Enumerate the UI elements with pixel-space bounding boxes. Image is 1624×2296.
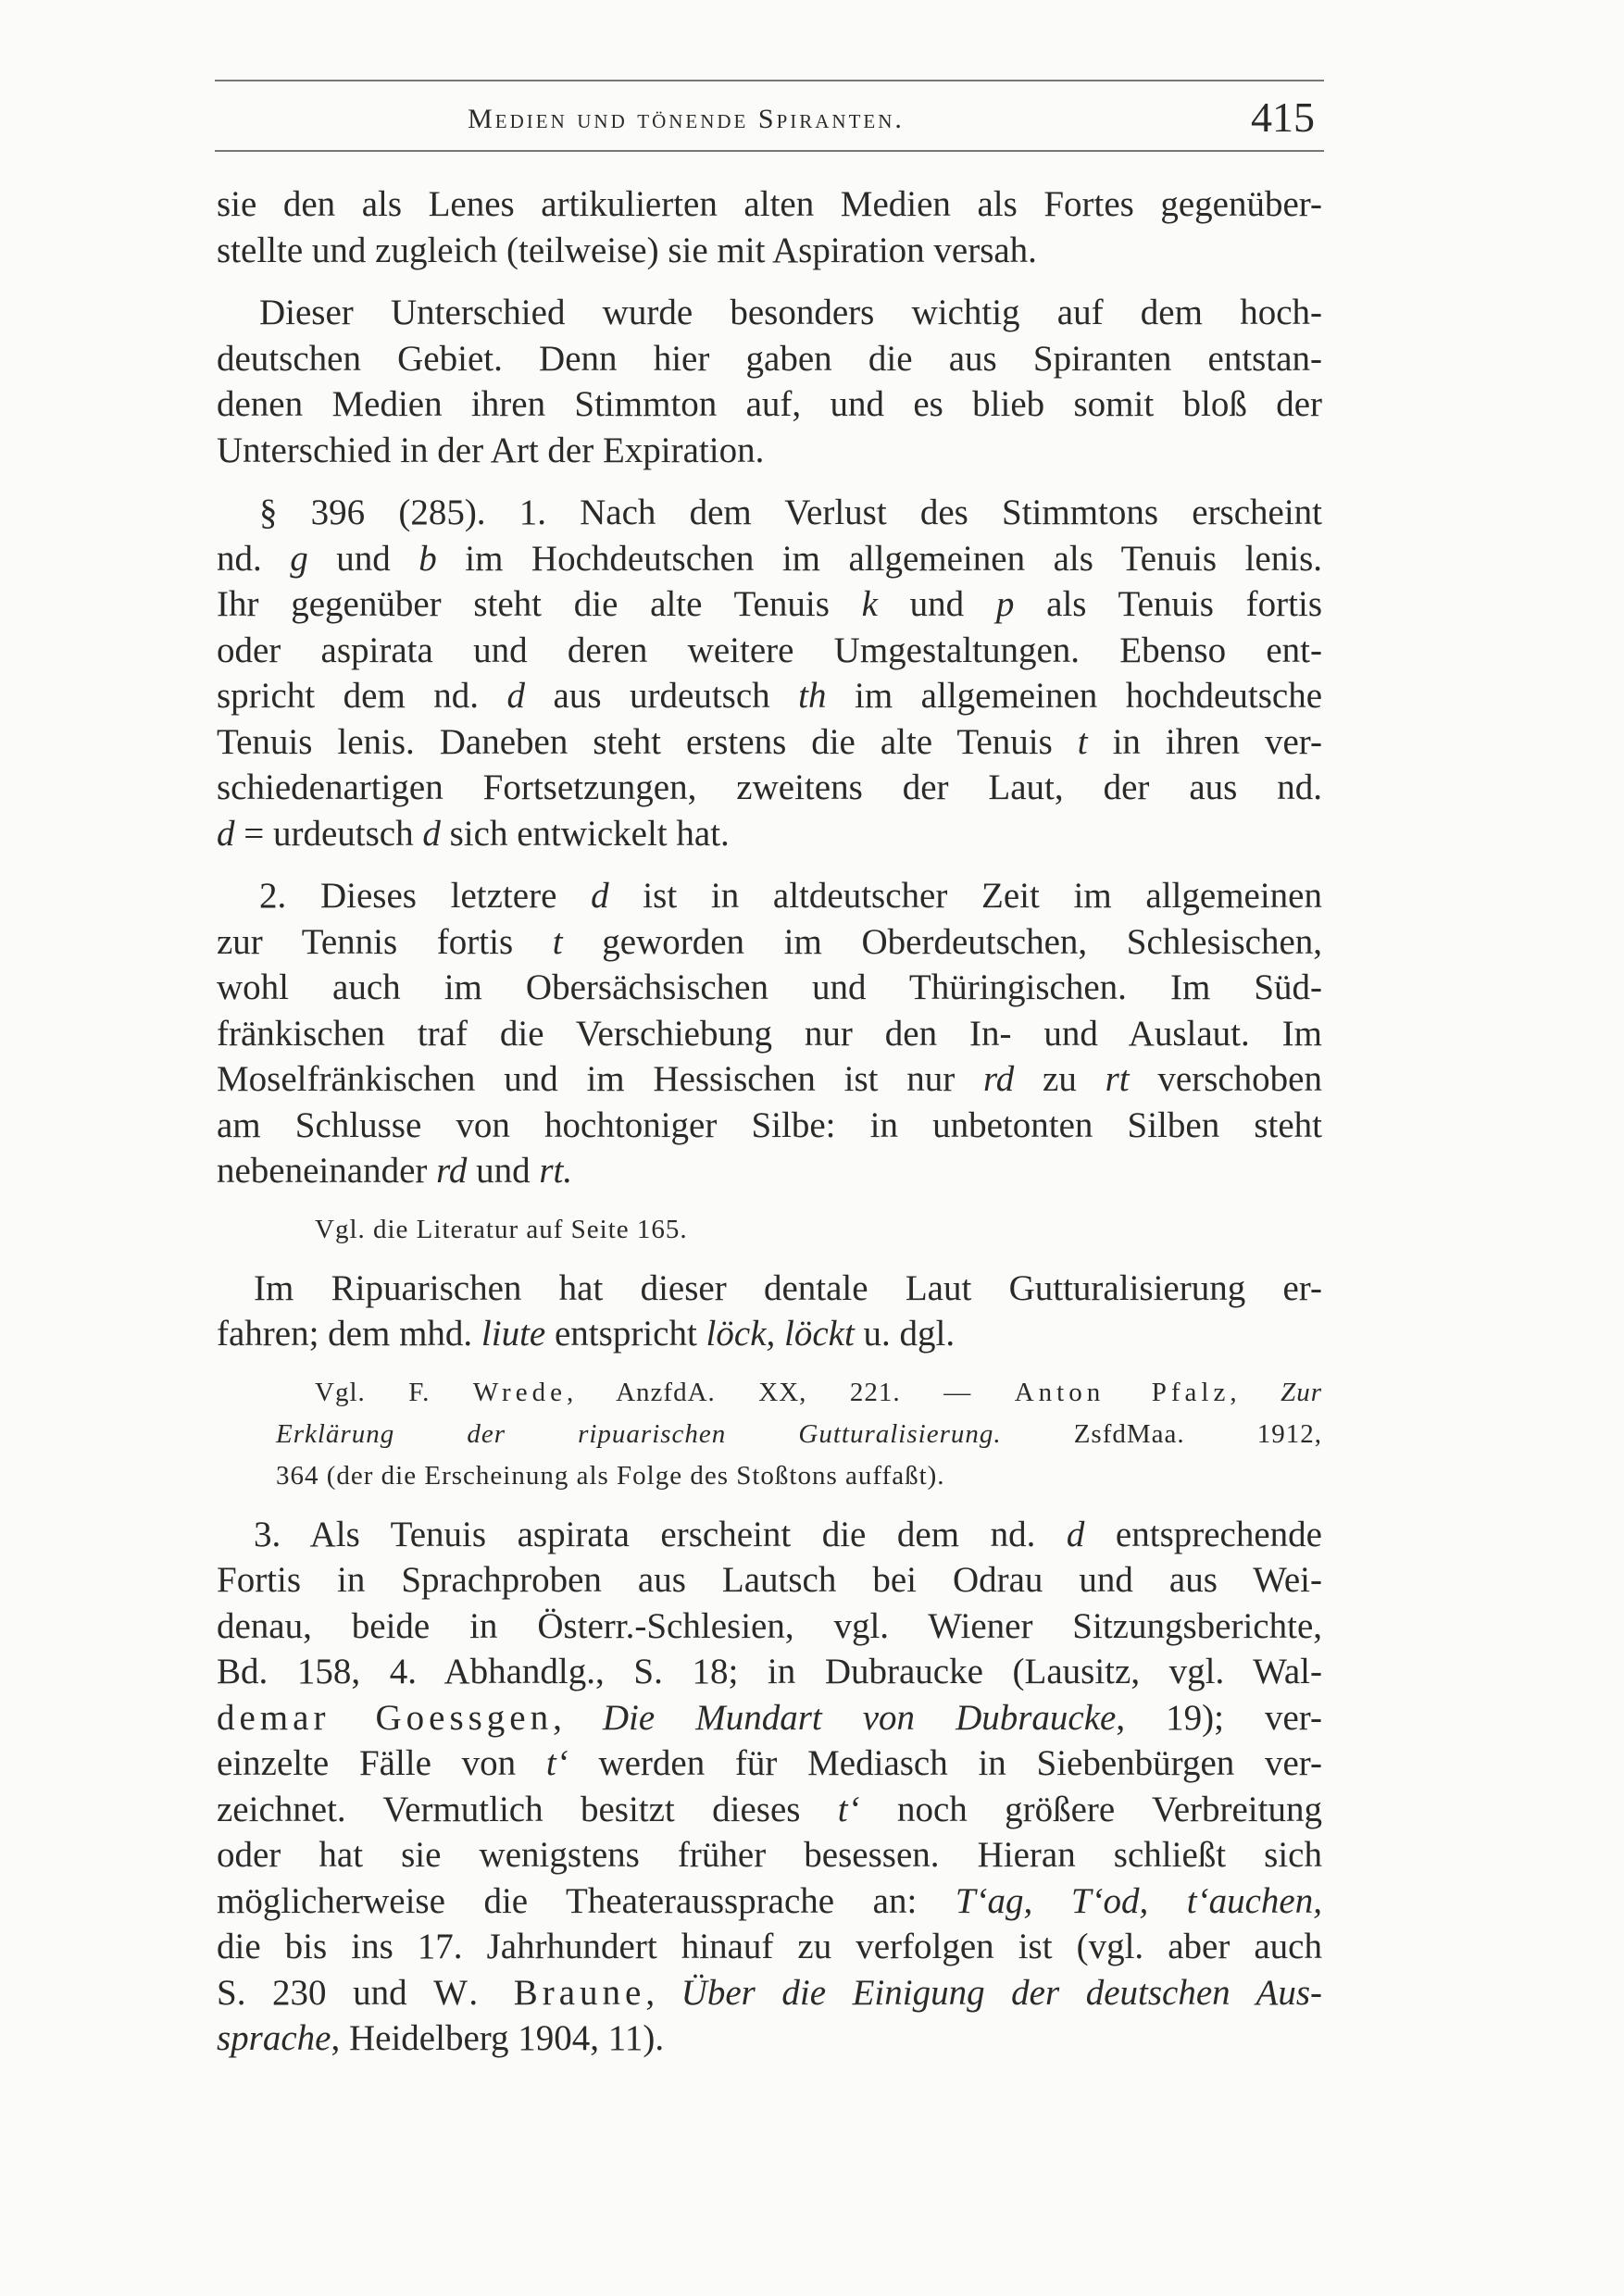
- text-line: schiedenartigen Fortsetzungen, zweitens der Laut, der aus nd.: [217, 767, 1322, 807]
- text-line: Im Ripuarischen hat dieser dentale Laut Gutturalisierung er-: [254, 1267, 1322, 1308]
- text-line: sprache, Heidelberg 1904, 11).: [217, 2018, 665, 2058]
- text-line: denau, beide in Österr.-Schlesien, vgl. Wiener Sitzungsberichte,: [217, 1605, 1322, 1646]
- main-text: [217, 181, 1322, 2062]
- text-line: fränkischen traf die Verschiebung nur den In- und Auslaut. Im: [217, 1013, 1322, 1054]
- text-line: fahren; dem mhd. liute entspricht löck, löckt u. dgl.: [217, 1314, 956, 1354]
- text-line: zeichnet. Vermutlich besitzt dieses t‘ noch größere Verbreitung: [217, 1789, 1322, 1829]
- text-line: Unterschied in der Art der Expiration.: [217, 430, 765, 470]
- text-line: demar Goessgen, Die Mundart von Dubraucke, 19); ver-: [217, 1697, 1322, 1738]
- text-line: möglicherweise die Theateraussprache an: T‘ag, T‘od, t‘auchen,: [217, 1880, 1322, 1921]
- text-line: die bis ins 17. Jahrhundert hinauf zu verfolgen ist (vgl. aber auch: [217, 1927, 1322, 1966]
- text-line: d = urdeutsch d sich entwickelt hat.: [217, 813, 730, 854]
- running-head: [215, 94, 1324, 146]
- section-396-line: § 396 (285). 1. Nach dem Verlust des Stimmtons erscheint: [259, 493, 1322, 532]
- text-line: stellte und zugleich (teilweise) sie mit Aspiration versah.: [217, 230, 1037, 270]
- text-line: Tenuis lenis. Daneben steht erstens die alte Tenuis t in ihren ver-: [217, 721, 1322, 762]
- text-line: spricht dem nd. d aus urdeutsch th im allgemeinen hochdeutsche: [217, 676, 1323, 716]
- text-line: denen Medien ihren Stimmton auf, und es blieb somit bloß der: [217, 384, 1322, 424]
- text-line: am Schlusse von hochtoniger Silbe: in unbetonten Silben steht: [217, 1104, 1322, 1145]
- footnote-line: Vgl. F. Wrede, AnzfdA. XX, 221. — Anton Pfalz, Zur: [315, 1377, 1323, 1407]
- text-line: oder aspirata und deren weitere Umgestaltungen. Ebenso ent-: [217, 630, 1322, 670]
- footnote-line: Erklärung der ripuarischen Gutturalisierung. ZsfdMaa. 1912,: [276, 1418, 1323, 1449]
- text-line: nebeneinander rd und rt.: [217, 1151, 573, 1191]
- text-line: 2. Dieses letztere d ist in altdeutscher Zeit im allgemeinen: [259, 876, 1322, 916]
- text-line: zur Tennis fortis t geworden im Oberdeutschen, Schlesischen,: [217, 921, 1322, 962]
- text-line: wohl auch im Obersächsischen und Thüringischen. Im Süd-: [217, 967, 1322, 1007]
- text-line: oder hat sie wenigstens früher besessen. Hieran schließt sich: [217, 1835, 1322, 1875]
- text-line: Fortis in Sprachproben aus Lautsch bei Odrau und aus Wei-: [217, 1560, 1322, 1600]
- running-title: Medien und tönende Spiranten.: [468, 104, 905, 134]
- text-line: sie den als Lenes artikulierten alten Medien als Fortes gegenüber-: [217, 184, 1322, 224]
- footnote-reference: Vgl. die Literatur auf Seite 165.: [315, 1214, 688, 1244]
- text-line: Bd. 158, 4. Abhandlg., S. 18; in Dubraucke (Lausitz, vgl. Wal-: [217, 1652, 1322, 1691]
- text-line: Ihr gegenüber steht die alte Tenuis k und p als Tenuis fortis: [217, 584, 1322, 624]
- text-line: einzelte Fälle von t‘ werden für Mediasch in Siebenbürgen ver-: [217, 1743, 1322, 1783]
- text-line: S. 230 und W. Braune, Über die Einigung der deutschen Aus-: [217, 1972, 1322, 2013]
- top-rule: [215, 80, 1324, 81]
- text-line: nd. g und b im Hochdeutschen im allgemeinen als Tenuis lenis.: [217, 538, 1323, 579]
- text-line: deutschen Gebiet. Denn hier gaben die aus Spiranten entstan-: [217, 338, 1322, 379]
- text-line: Dieser Unterschied wurde besonders wichtig auf dem hoch-: [259, 293, 1322, 332]
- header-rule: [215, 150, 1324, 152]
- text-line: Moselfränkischen und im Hessischen ist nur rd zu rt verschoben: [217, 1059, 1322, 1099]
- text-line: 3. Als Tenuis aspirata erscheint die dem nd. d entsprechende: [254, 1514, 1322, 1554]
- footnote-line: 364 (der die Erscheinung als Folge des Stoßtons auffaßt).: [276, 1460, 945, 1491]
- page-number: 415: [1251, 94, 1315, 141]
